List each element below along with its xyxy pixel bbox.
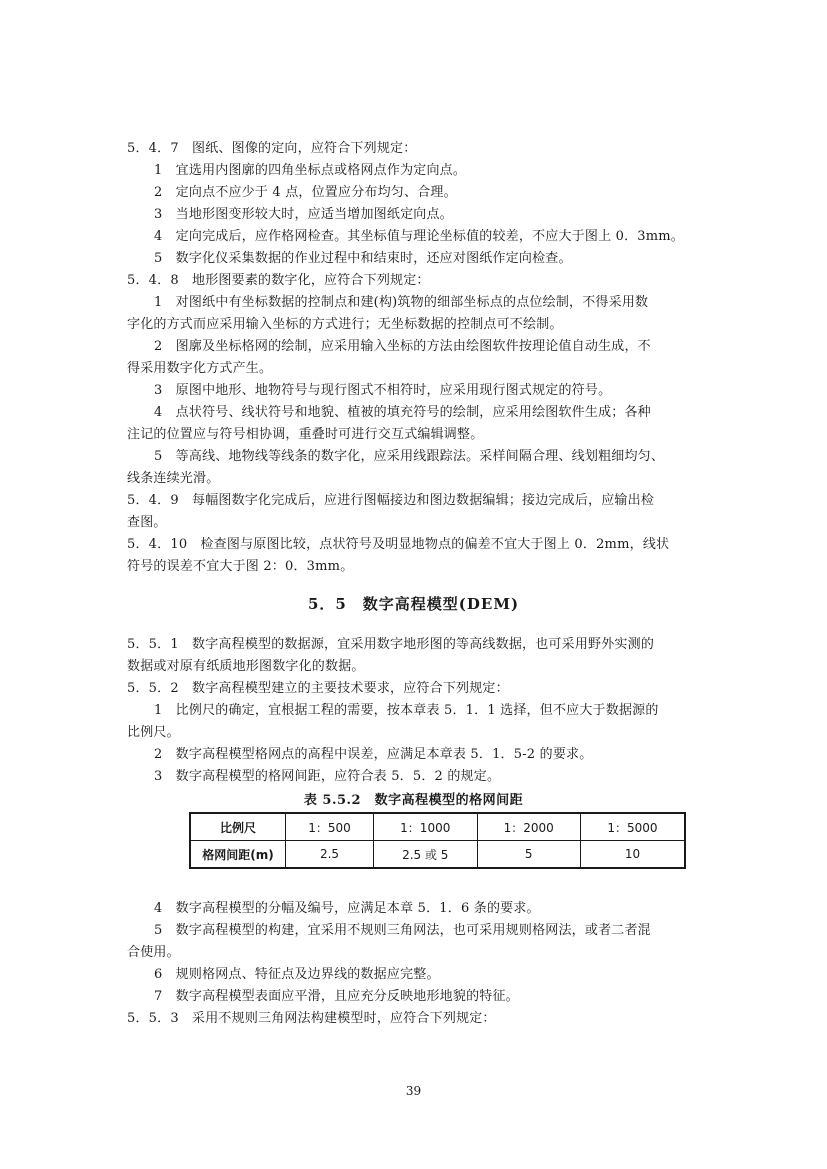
clause-5-5-1: 5．5．1 数字高程模型的数据源，宜采用数字地形图的等高线数据，也可采用野外实测的 xyxy=(127,637,655,652)
clause-5-4-7: 5．4．7 图纸、图像的定向，应符合下列规定： xyxy=(127,141,417,156)
table-cell: 2.5 xyxy=(286,841,374,869)
clause-5-5-2: 5．5．2 数字高程模型建立的主要技术要求，应符合下列规定： xyxy=(127,681,509,696)
list-item-continuation: 注记的位置应与符号相协调，重叠时可进行交互式编辑调整。 xyxy=(127,427,484,442)
list-item: 7 数字高程模型表面应平滑，且应充分反映地形地貌的特征。 xyxy=(154,989,519,1004)
table-cell: 10 xyxy=(580,841,685,869)
table-row-header: 格网间距(m) xyxy=(190,841,286,869)
table-row-header: 比例尺 xyxy=(190,813,286,841)
clause-continuation: 符号的误差不宜大于图 2：0．3mm。 xyxy=(127,559,354,574)
list-item: 5 等高线、地物线等线条的数字化，应采用线跟踪法。采样间隔合理、线划粗细均匀、 xyxy=(154,449,665,464)
list-item: 2 图廓及坐标格网的绘制，应采用输入坐标的方法由绘图软件按理论值自动生成，不 xyxy=(154,339,651,354)
list-item: 4 数字高程模型的分幅及编号，应满足本章 5．1．6 条的要求。 xyxy=(154,901,540,916)
table-cell: 5 xyxy=(477,841,580,869)
list-item: 1 比例尺的确定，宜根据工程的需要，按本章表 5．1．1 选择，但不应大于数据源的 xyxy=(154,703,659,718)
table-row xyxy=(190,841,685,869)
list-item: 4 定向完成后，应作格网检查。其坐标值与理论坐标值的较差，不应大于图上 0．3mm。 xyxy=(154,229,685,244)
list-item: 4 点状符号、线状符号和地貌、植被的填充符号的绘制，应采用绘图软件生成；各种 xyxy=(154,405,651,420)
list-item: 3 原图中地形、地物符号与现行图式不相符时，应采用现行图式规定的符号。 xyxy=(154,383,612,398)
list-item: 2 数字高程模型格网点的高程中误差，应满足本章表 5．1．5-2 的要求。 xyxy=(154,747,593,762)
list-item: 2 定向点不应少于 4 点，位置应分布均匀、合理。 xyxy=(154,185,457,200)
list-item-continuation: 线条连续光滑。 xyxy=(127,471,220,486)
table-cell: 1：2000 xyxy=(477,813,580,841)
list-item: 1 宜选用内图廓的四角坐标点或格网点作为定向点。 xyxy=(154,163,467,178)
list-item-continuation: 得采用数字化方式产生。 xyxy=(127,361,273,376)
list-item-continuation: 字化的方式而应采用输入坐标的方式进行；无坐标数据的控制点可不绘制。 xyxy=(127,317,563,332)
section-heading: 5．5 数字高程模型(DEM) xyxy=(307,595,520,613)
clause-5-4-10: 5．4．10 检查图与原图比较，点状符号及明显地物点的偏差不宜大于图上 0．2mm，线状 xyxy=(127,537,670,552)
table-cell: 1：1000 xyxy=(374,813,477,841)
list-item: 1 对图纸中有坐标数据的控制点和建(构)筑物的细部坐标点的点位绘制，不得采用数 xyxy=(154,295,649,310)
list-item: 3 数字高程模型的格网间距，应符合表 5．5．2 的规定。 xyxy=(154,769,501,784)
table-cell: 1：500 xyxy=(286,813,374,841)
clause-continuation: 查图。 xyxy=(127,515,167,530)
page-number: 39 xyxy=(405,1084,422,1098)
clause-5-5-3: 5．5．3 采用不规则三角网法构建模型时，应符合下列规定： xyxy=(127,1011,496,1026)
clause-continuation: 数据或对原有纸质地形图数字化的数据。 xyxy=(127,659,365,674)
clause-5-4-9: 5．4．9 每幅图数字化完成后，应进行图幅接边和图边数据编辑；接边完成后，应输出检 xyxy=(127,493,655,508)
clause-5-4-8: 5．4．8 地形图要素的数字化，应符合下列规定： xyxy=(127,273,430,288)
table-caption: 表 5.5.2 数字高程模型的格网间距 xyxy=(303,793,524,808)
list-item-continuation: 比例尺。 xyxy=(127,725,180,740)
table-cell: 1：5000 xyxy=(580,813,685,841)
list-item-continuation: 合使用。 xyxy=(127,945,180,960)
table-row xyxy=(190,813,685,841)
list-item: 5 数字高程模型的构建，宜采用不规则三角网法，也可采用规则格网法，或者二者混 xyxy=(154,923,651,938)
table-cell: 2.5 或 5 xyxy=(374,841,477,869)
list-item: 6 规则格网点、特征点及边界线的数据应完整。 xyxy=(154,967,440,982)
list-item: 3 当地形图变形较大时，应适当增加图纸定向点。 xyxy=(154,207,453,222)
grid-spacing-table xyxy=(189,812,686,869)
list-item: 5 数字化仪采集数据的作业过程中和结束时，还应对图纸作定向检查。 xyxy=(154,251,572,266)
